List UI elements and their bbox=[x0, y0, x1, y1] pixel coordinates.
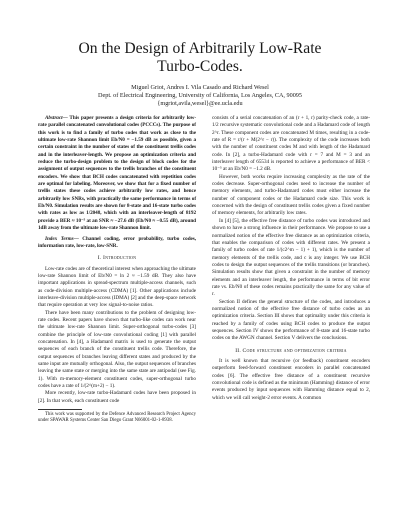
body-paragraph-4: Section II defines the general structure of the codes, and introduces a normalized notion of the effective free distance of turbo codes as an optimization criteria. Section III shows that optimality under this criteria is reached by a family of codes using BCH codes to produce the output sequences. Section IV shows the performance of 8-state and 16-state turbo codes on the AWGN channel. Section V delivers the conclusions. bbox=[212, 298, 370, 342]
author-block bbox=[40, 84, 360, 109]
author-names: Miguel Griot, Andres I. Vila Casado and Richard Wesel bbox=[131, 84, 269, 91]
title-line-2: Turbo-Codes. bbox=[157, 58, 243, 75]
paper-title bbox=[40, 40, 360, 76]
footnote-rule bbox=[38, 409, 82, 410]
abstract bbox=[38, 115, 196, 233]
body-paragraph-1: consists of a serial concatenation of an (r + 1, r) parity-check code, a rate-1/2 recursive systematic convolutional code and a Hadamard code of length 2^r. These component codes are concatenated M times, resulting in a code-rate of R = r/(r + M(2^r − r)). The complexity of the code increases both with the number of constituent codes M and with length of the Hadamard code. In [2], a turbo-Hadamard code with r = 7 and M = 3 and an interleaver length of 65534 is reported to achieve a performance of BER < 10⁻⁵ at an Eb/N0 = −1.2 dB. bbox=[212, 115, 370, 173]
body-paragraph-2: However, both works require increasing complexity as the rate of the codes decrease. Super-orthogonal codes need to increase the number of memory elements, and turbo-Hadamard codes must either increase the number of component codes or the Hadamard code size. This work is concerned with the design of constituent trellis codes given a fixed number of memory elements, for arbitrarily low rates. bbox=[212, 173, 370, 217]
index-terms-text: — Channel coding, error probability, turbo codes, information rate, low-rate, low-SNR. bbox=[38, 235, 196, 249]
right-column bbox=[212, 115, 370, 402]
author-emails: {mgriot,avila,wesel}@ee.ucla.edu bbox=[157, 100, 243, 108]
index-terms-label: Index Terms bbox=[45, 235, 74, 242]
footnote-text: This work was supported by the Defence Advanced Research Project Agency under SPAWAR Systems Center San Diego Grant N66001-02-1-8938. bbox=[38, 412, 196, 424]
intro-paragraph-3: More recently, low-rate turbo-Hadamard codes have been proposed in [2]. In that work, each constituent code bbox=[38, 390, 196, 404]
intro-paragraph-1: Low-rate codes are of theoretical interest when approaching the ultimate low-rate Shannon limit of Eb/N0 = ln 2 ≈ −1.59 dB. They also have important applications in spread-spectrum multiple-access channels, such as code-division multiple-access (CDMA) [1]. Other applications include interleave-division multiple-access (IDMA) [2] and the deep-space network that require operation at very low signal-to-noise ratios. bbox=[38, 265, 196, 309]
abstract-label: Abstract bbox=[45, 115, 63, 121]
author-affiliation: Dept. of Electrical Engineering, University of California, Los Angeles, CA, 90095 bbox=[98, 92, 302, 100]
abstract-text: — This paper presents a design criteria for arbitrarily low-rate parallel concatenated convolutional codes (PCCCs). The purpose of this work is to find a family of turbo codes that work as close to the ultimate low-rate Shannon limit Eb/N0 = −1.59 dB as possible, given a certain constraint in the number of states of the constituent trellis codes and in the interleaver-length. We propose an optimization criteria and reduce the turbo-design problem to the design of block codes for the assignment of output sequences to the trellis branches of the constituent encoders. We show that BCH codes concatenated with repetition codes are optimal for labeling. Moreover, we show that for a fixed number of trellis states these codes achieve arbitrarily low rates, and hence arbitrarily low SNRs, with practically the same performance in terms of Eb/N0. Simulation results are shown for 8-state and 16-state turbo codes with rates as low as 1/2048, which with an interleaver-length of 8192 provide a BER ≈ 10⁻⁵ at an SNR ≈ −27.6 dB (Eb/N0 ≈ −0.55 dB), around 1dB away from the ultimate low-rate Shannon limit. bbox=[38, 115, 196, 232]
footnote bbox=[38, 412, 196, 425]
intro-paragraph-2: There have been many contributions to the problem of designing low-rate codes. Recent papers have shown that turbo-like codes can work near the ultimate low-rate Shannon limit. Super-orthogonal turbo-codes [3] combine the principle of low-rate convolutional coding [1] with parallel concatenation. In [4], a Hadamard matrix is used to generate the output sequences of each branch of the constituent trellis code. Therefore, the output sequences of branches leaving different states and produced by the same input are mutually orthogonal. Also, the output sequences of branches leaving the same state or merging into the same state are antipodal (see Fig. 1). With m-memory-element constituent codes, super-orthogonal turbo codes have a rate of 1/(2^(m+2) − 1). bbox=[38, 309, 196, 390]
section-2-paragraph: It is well known that recursive (or feedback) constituent encoders outperform feed-forward constituent encoders in parallel concatenated codes [6]. The effective free distance of a constituent recursive convolutional code is defined as the minimum (Hamming) distance of error events produced by input sequences with Hamming distance equal to 2, which we will call weight-2 error events. A common bbox=[212, 358, 370, 401]
section-2-heading: II. Code structure and optimization criteria bbox=[235, 347, 347, 354]
index-terms bbox=[38, 236, 196, 251]
section-1-heading: I. Introduction bbox=[97, 255, 137, 262]
left-column bbox=[38, 115, 196, 425]
title-line-1: On the Design of Arbitrarily Low-Rate bbox=[78, 40, 322, 57]
body-paragraph-3: In [4] [5], the effective free distance of turbo codes was introduced and shown to have a strong influence in their performance. We propose to use a normalized notion of the effective free distance as an optimization criteria, that enables the comparison of codes with different rates. We present a family of turbo codes of rate 1/(c2^m − 1) + 1), which is the number of memory elements of the trellis code, and c is any integer. We use BCH codes to design the output sequences of the trellis transitions (or branches). Simulation results show that given a constraint in the number of memory elements and an interleaver length, the performance in terms of bit error rate vs. Eb/N0 of these codes remains practically the same for any value of r. bbox=[212, 217, 370, 298]
